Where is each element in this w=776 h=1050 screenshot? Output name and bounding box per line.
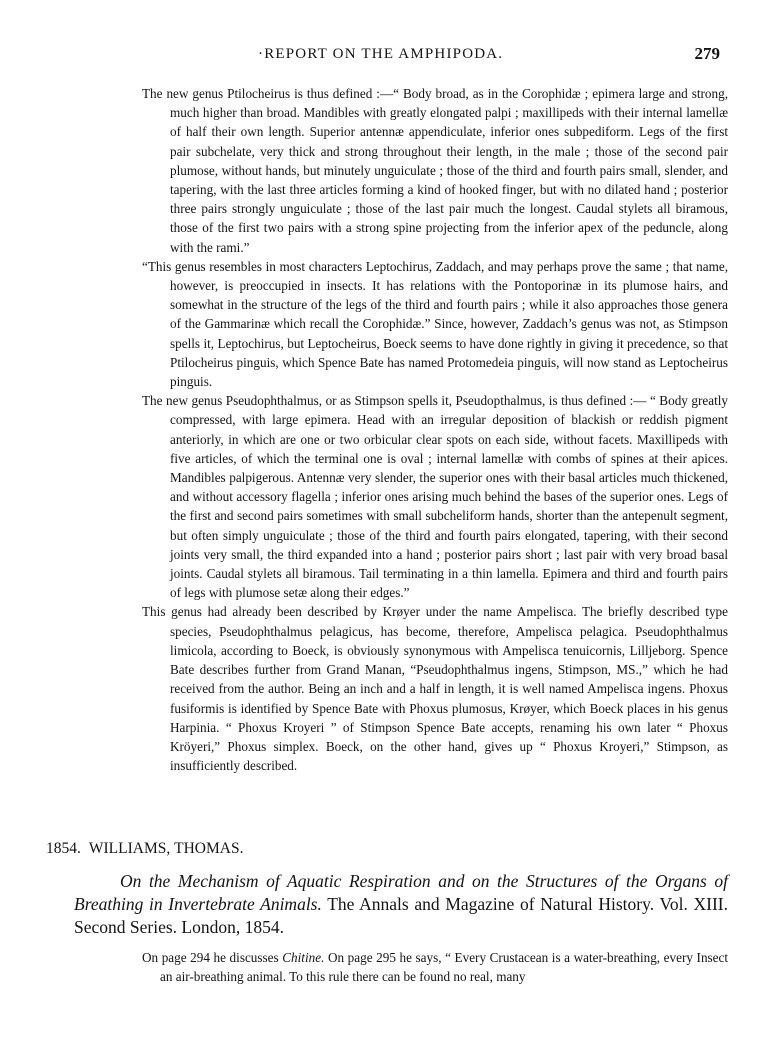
paragraph-pseudophthalmus: The new genus Pseudophthalmus, or as Stimpson spells it, Pseudopthalmus, is thus defined :— “ Body greatly compressed, with large epimera. Head with an irregular deposition of blackish or reddish pigment anteriorly, in which are one or two orbicular clear spots on each side, without facets. Maxillipeds with five articles, of which the terminal one is oval ; internal lamellæ with combs of spines at their apices. Mandibles palpigerous. Antennæ very slender, the superior ones with their basal articles much thickened, and without accessory flagella ; inferior ones arising much behind the bases of the superior ones. Legs of the first and second pairs sometimes with small subcheliform hands, shorter than the antepenult segment, but often simply unguiculate ; those of the third and fourth pairs elongated, tapering, with their second joints very small, the third expanded into a hand ; posterior pairs short ; last pair with very broad basal joints. Caudal stylets all biramous. Tail terminating in a thin lamella. Epimera and third and fourth pairs of legs with plumose setæ along their edges.” bbox=[142, 393, 728, 601]
entry-title: On the Mechanism of Aquatic Respiration and on the Structures of the Organs of Breathing in Invertebrate Animals. bbox=[74, 871, 728, 914]
entry-summary bbox=[142, 948, 728, 986]
entry-publication: The Annals and Magazine of Natural History. Vol. XIII. Second Series. London, 1854. bbox=[74, 894, 728, 937]
entry-author-surname: ILLIAMS, bbox=[103, 840, 175, 857]
bibliography-entry bbox=[46, 840, 728, 986]
summary-lead: On page 294 he discusses bbox=[142, 950, 279, 965]
paragraph-ampelisca: This genus had already been described by Krøyer under the name Ampelisca. The briefly described type species, Pseudophthalmus pelagicus, has become, therefore, Ampelisca pelagica. Pseudophthalmus limicola, according to Boeck, is obviously synonymous with Ampelisca tenuicornis, Lilljeborg. Spence Bate describes further from Grand Manan, “Pseudophthalmus ingens, Stimpson, MS.,” which he had received from the author. Being an inch and a half in length, it is well named Ampelisca ingens. Phoxus fusiformis is identified by Spence Bate with Phoxus plumosus, Krøyer, which Boeck places in his genus Harpinia. “ Phoxus Kroyeri ” of Stimpson Spence Bate accepts, renaming his own later “ Phoxus Kröyeri,” Phoxus simplex. Boeck, on the other hand, gives up “ Phoxus Kroyeri,” Stimpson, as insufficiently described. bbox=[142, 604, 728, 774]
summary-term: Chitine. bbox=[282, 950, 325, 965]
entry-heading bbox=[46, 840, 728, 858]
body-text bbox=[142, 84, 728, 775]
paragraph-ptilocheirus: The new genus Ptilocheirus is thus defined :—“ Body broad, as in the Corophidæ ; epimera large and strong, much higher than broad. Mandibles with greatly elongated palpi ; maxillipeds with their internal lamellæ of half their own length. Superior antennæ appendiculate, inferior ones subpediform. Legs of the first pair subchelate, very thick and strong throughout their length, in the male ; those of the second pair plumose, without hands, but minutely unguiculate ; those of the third and fourth pairs small, slender, and tapering, with the last three articles forming a kind of hooked finger, but with no dilated hand ; posterior three pairs strongly unguiculate ; those of the last pair much the longest. Caudal stylets all biramous, those of the first two pairs with a strong spine projecting from the inferior apex of the peduncle, along with the rami.” bbox=[142, 86, 728, 255]
paragraph-leptochirus: “This genus resembles in most characters Leptochirus, Zaddach, and may perhaps prove the same ; that name, however, is preoccupied in insects. It has relations with the Pontoporinæ in its plumose hairs, and somewhat in the structure of the legs of the third and fourth pairs ; while it also approaches those genera of the Gammarinæ which recall the Corophidæ.” Since, however, Zaddach’s genus was not, as Stimpson spells it, Leptochirus, but Leptocheirus, Boeck seems to have done rightly in giving it precedence, so that Ptilocheirus pinguis, which Spence Bate has named Protomedeia pinguis, will now stand as Leptocheirus pinguis. bbox=[142, 258, 728, 390]
running-title: ·REPORT ON THE AMPHIPODA. bbox=[258, 46, 504, 62]
entry-author-initial: W bbox=[88, 840, 104, 857]
entry-author-given: HOMAS. bbox=[183, 840, 244, 857]
entry-author-given-initial: T bbox=[174, 840, 184, 857]
page-number: 279 bbox=[694, 44, 720, 63]
entry-year: 1854. bbox=[46, 840, 81, 857]
entry-citation bbox=[46, 870, 728, 939]
summary-rest: On page 295 he says, “ Every Crustacean is a water-breathing, every Insect an air-breathing animal. To this rule there can be found no real, many bbox=[160, 950, 729, 985]
